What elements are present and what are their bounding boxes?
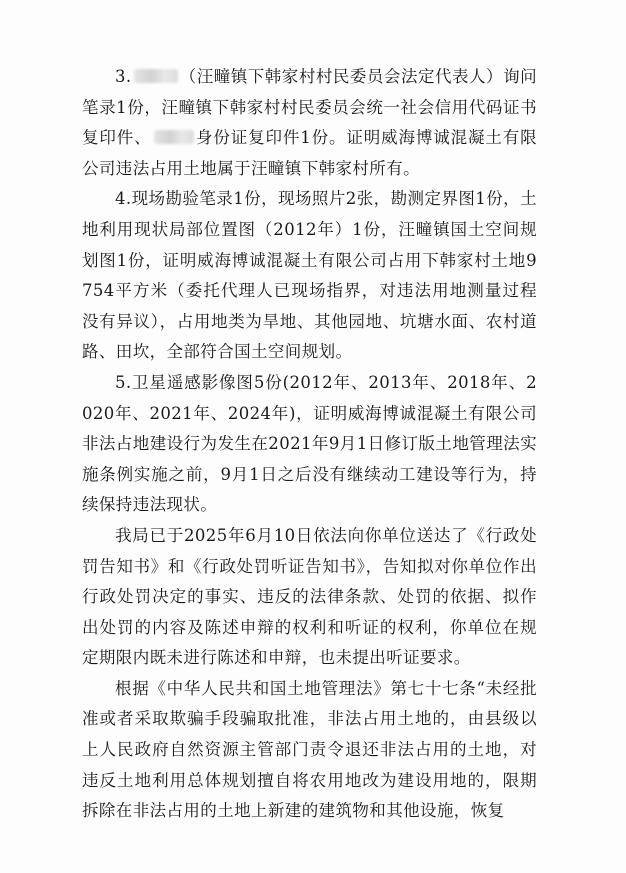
paragraph-text: 根据《中华人民共和国土地管理法》第七十七条“未经批准或者采取欺骗手段骗取批准，非法占用土地的，由县级以上人民政府自然资源主管部门责令退还非法占用的土地，对违反土地利用总体规划擅自将农用地改为建设用地的，限期拆除在非法占用的土地上新建的建筑物和其他设施，恢复 <box>82 678 537 821</box>
evidence-item-5 <box>82 368 537 521</box>
redacted-name <box>154 130 194 144</box>
notice-paragraph <box>82 521 537 674</box>
evidence-item-4 <box>82 184 537 368</box>
legal-basis-paragraph <box>82 674 537 827</box>
paragraph-text: 身份证复印件1份。证明威海博诚混凝土有限公司违法占用土地属于汪疃镇下韩家村所有。 <box>82 128 537 178</box>
item-number: 3. <box>115 67 132 86</box>
document-body <box>82 62 537 827</box>
paragraph-text: 5.卫星遥感影像图5份(2012年、2013年、2018年、2020年、2021年、2024年)，证明威海博诚混凝土有限公司非法占地建设行为发生在2021年9月1日修订版土地管理法实施条例实施之前，9月1日之后没有继续动工建设等行为，持续保持违法现状。 <box>82 372 537 515</box>
paragraph-text: 4.现场勘验笔录1份，现场照片2张，勘测定界图1份，土地利用现状局部位置图（2012年）1份，汪疃镇国土空间规划图1份，证明威海博诚混凝土有限公司占用下韩家村土地9754平方米（委托代理人已现场指界，对违法用地测量过程没有异议），占用地类为旱地、其他园地、坑塘水面、农村道路、田坎，全部符合国土空间规划。 <box>82 189 537 362</box>
paragraph-text: 我局已于2025年6月10日依法向你单位送达了《行政处罚告知书》和《行政处罚听证告知书》，告知拟对你单位作出行政处罚决定的事实、违反的法律条款、处罚的依据、拟作出处罚的内容及陈述申辩的权利和听证的权利，你单位在规定期限内既未进行陈述和申辩，也未提出听证要求。 <box>82 525 537 668</box>
redacted-name <box>134 69 178 83</box>
paragraph-text: （汪疃镇下韩家村村民委员会法定代表人）询问笔录1份，汪疃镇下韩家村村民委员会统一社会信用代码证书复印件、 <box>82 67 537 148</box>
evidence-item-3 <box>82 62 537 184</box>
